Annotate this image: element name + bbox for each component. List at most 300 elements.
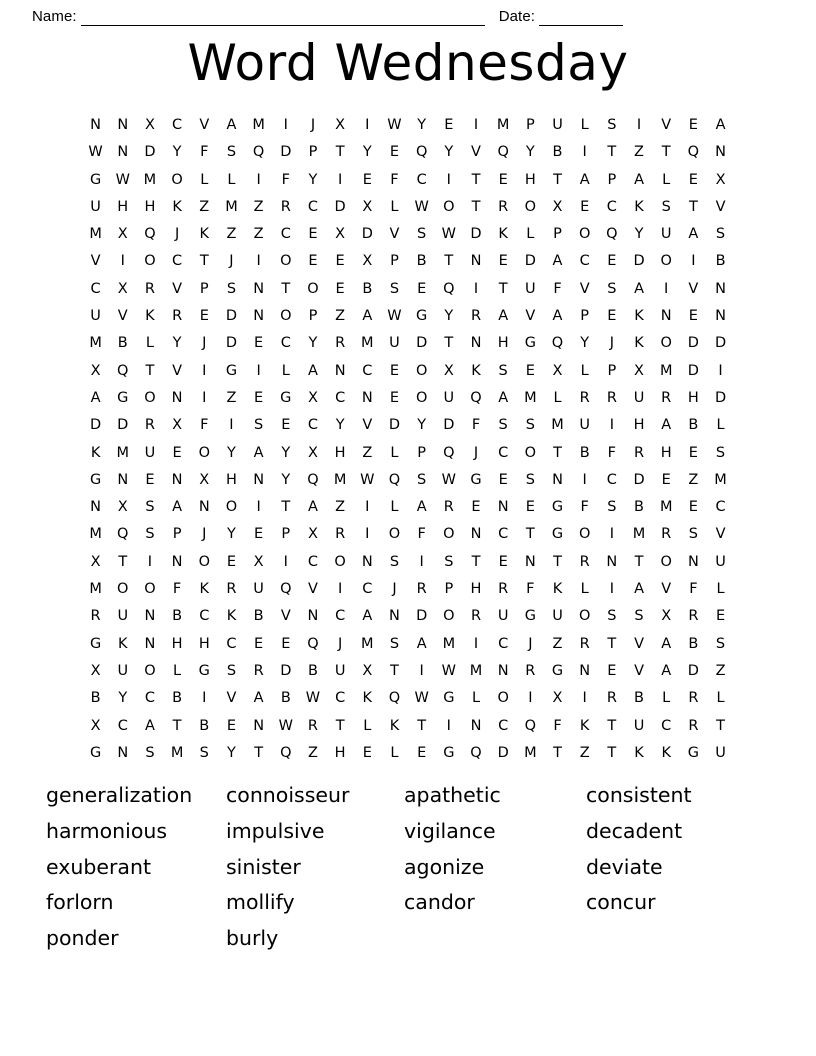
grid-cell[interactable]: A bbox=[253, 690, 264, 707]
grid-cell[interactable]: G bbox=[117, 389, 129, 406]
grid-cell[interactable]: E bbox=[498, 553, 508, 570]
grid-cell[interactable]: V bbox=[172, 362, 183, 379]
grid-cell[interactable]: O bbox=[280, 253, 292, 270]
grid-cell[interactable]: H bbox=[687, 389, 699, 406]
grid-cell[interactable]: J bbox=[310, 117, 316, 133]
grid-cell[interactable]: R bbox=[335, 526, 346, 543]
grid-cell[interactable]: O bbox=[117, 581, 129, 598]
grid-cell[interactable]: M bbox=[225, 198, 238, 215]
name-input-rule[interactable] bbox=[81, 12, 485, 26]
grid-cell[interactable]: E bbox=[661, 471, 671, 488]
grid-cell[interactable]: E bbox=[498, 171, 508, 188]
grid-cell[interactable]: F bbox=[607, 444, 617, 461]
grid-cell[interactable]: G bbox=[225, 362, 238, 379]
date-input-rule[interactable] bbox=[539, 12, 623, 26]
grid-cell[interactable]: Q bbox=[470, 744, 482, 761]
grid-cell[interactable]: A bbox=[308, 499, 318, 516]
word-list-item[interactable]: vigilance bbox=[404, 818, 496, 843]
grid-cell[interactable]: F bbox=[553, 280, 562, 297]
grid-cell[interactable]: T bbox=[688, 198, 698, 215]
grid-cell[interactable]: L bbox=[580, 581, 589, 598]
grid-cell[interactable]: Q bbox=[415, 144, 428, 161]
grid-cell[interactable]: D bbox=[687, 362, 699, 379]
grid-cell[interactable]: T bbox=[199, 253, 209, 270]
grid-cell[interactable]: I bbox=[664, 280, 669, 297]
grid-cell[interactable]: M bbox=[116, 444, 130, 461]
grid-cell[interactable]: N bbox=[715, 308, 726, 325]
grid-cell[interactable]: A bbox=[634, 171, 644, 188]
grid-cell[interactable]: E bbox=[145, 471, 155, 488]
grid-cell[interactable]: W bbox=[441, 226, 456, 243]
grid-cell[interactable]: P bbox=[607, 171, 617, 188]
grid-cell[interactable]: C bbox=[715, 499, 726, 516]
grid-cell[interactable]: O bbox=[578, 526, 591, 543]
grid-cell[interactable]: Q bbox=[388, 690, 401, 707]
grid-cell[interactable]: I bbox=[446, 717, 451, 734]
grid-cell[interactable]: S bbox=[715, 226, 726, 243]
grid-cell[interactable]: I bbox=[528, 690, 533, 707]
grid-cell[interactable]: X bbox=[307, 389, 318, 406]
grid-cell[interactable]: C bbox=[307, 553, 319, 570]
grid-cell[interactable]: E bbox=[417, 744, 427, 761]
grid-cell[interactable]: A bbox=[552, 308, 563, 325]
grid-cell[interactable]: B bbox=[90, 690, 101, 707]
word-list-item[interactable]: candor bbox=[404, 890, 475, 915]
grid-cell[interactable]: O bbox=[388, 526, 401, 543]
grid-cell[interactable]: V bbox=[199, 117, 210, 133]
grid-cell[interactable]: M bbox=[524, 389, 537, 406]
grid-cell[interactable]: D bbox=[443, 417, 455, 434]
grid-cell[interactable]: J bbox=[174, 226, 180, 243]
grid-cell[interactable]: K bbox=[118, 635, 128, 652]
grid-cell[interactable]: U bbox=[633, 389, 645, 406]
grid-cell[interactable]: B bbox=[634, 499, 644, 516]
grid-cell[interactable]: S bbox=[145, 526, 155, 543]
grid-cell[interactable]: O bbox=[578, 608, 591, 625]
grid-cell[interactable]: K bbox=[552, 581, 563, 598]
grid-cell[interactable]: O bbox=[497, 690, 509, 707]
grid-cell[interactable]: X bbox=[362, 662, 373, 679]
grid-cell[interactable]: A bbox=[416, 635, 427, 652]
grid-cell[interactable]: K bbox=[634, 335, 644, 352]
grid-cell[interactable]: B bbox=[280, 690, 291, 707]
grid-cell[interactable]: U bbox=[715, 744, 726, 761]
grid-cell[interactable]: N bbox=[470, 526, 482, 543]
grid-cell[interactable]: B bbox=[715, 253, 726, 270]
grid-cell[interactable]: E bbox=[688, 308, 698, 325]
grid-cell[interactable]: E bbox=[498, 471, 508, 488]
grid-cell[interactable]: A bbox=[226, 117, 237, 133]
grid-cell[interactable]: O bbox=[144, 581, 156, 598]
grid-cell[interactable]: T bbox=[634, 553, 644, 570]
grid-cell[interactable]: U bbox=[144, 444, 156, 461]
grid-cell[interactable]: R bbox=[633, 444, 645, 461]
grid-cell[interactable]: E bbox=[254, 526, 264, 543]
grid-cell[interactable]: A bbox=[308, 362, 318, 379]
grid-cell[interactable]: D bbox=[334, 198, 346, 215]
grid-cell[interactable]: R bbox=[307, 717, 318, 734]
grid-cell[interactable]: O bbox=[524, 444, 537, 461]
grid-cell[interactable]: E bbox=[688, 444, 698, 461]
grid-cell[interactable]: N bbox=[307, 608, 319, 625]
grid-cell[interactable]: C bbox=[172, 253, 183, 270]
grid-cell[interactable]: T bbox=[471, 553, 481, 570]
grid-cell[interactable]: Q bbox=[443, 444, 455, 461]
grid-cell[interactable]: T bbox=[607, 635, 617, 652]
grid-cell[interactable]: I bbox=[256, 362, 261, 379]
grid-cell[interactable]: O bbox=[198, 553, 210, 570]
grid-cell[interactable]: K bbox=[634, 198, 644, 215]
grid-cell[interactable]: A bbox=[634, 581, 644, 598]
grid-cell[interactable]: N bbox=[253, 308, 265, 325]
grid-cell[interactable]: B bbox=[199, 717, 210, 734]
grid-cell[interactable]: K bbox=[90, 444, 101, 461]
grid-cell[interactable]: I bbox=[365, 526, 370, 543]
grid-cell[interactable]: B bbox=[117, 335, 128, 352]
grid-cell[interactable]: Y bbox=[444, 308, 454, 325]
grid-cell[interactable]: I bbox=[718, 362, 723, 379]
grid-cell[interactable]: F bbox=[200, 144, 209, 161]
grid-cell[interactable]: S bbox=[254, 417, 264, 434]
grid-cell[interactable]: L bbox=[390, 198, 399, 215]
grid-cell[interactable]: J bbox=[392, 581, 397, 598]
grid-cell[interactable]: O bbox=[171, 171, 183, 188]
grid-cell[interactable]: D bbox=[225, 308, 238, 325]
grid-cell[interactable]: S bbox=[199, 744, 209, 761]
grid-cell[interactable]: S bbox=[661, 198, 671, 215]
grid-cell[interactable]: A bbox=[144, 717, 155, 734]
grid-cell[interactable]: W bbox=[360, 471, 375, 488]
grid-cell[interactable]: A bbox=[552, 253, 563, 270]
grid-cell[interactable]: C bbox=[199, 608, 210, 625]
grid-cell[interactable]: F bbox=[580, 499, 589, 516]
grid-cell[interactable]: E bbox=[525, 499, 535, 516]
grid-cell[interactable]: T bbox=[498, 280, 508, 297]
grid-cell[interactable]: H bbox=[497, 335, 509, 352]
grid-cell[interactable]: E bbox=[525, 362, 535, 379]
grid-cell[interactable]: A bbox=[688, 226, 699, 243]
word-list-item[interactable]: ponder bbox=[46, 926, 119, 951]
grid-cell[interactable]: Z bbox=[335, 308, 346, 325]
grid-cell[interactable]: F bbox=[390, 171, 399, 188]
grid-cell[interactable]: M bbox=[632, 526, 646, 543]
grid-cell[interactable]: A bbox=[634, 280, 644, 297]
grid-cell[interactable]: T bbox=[390, 662, 399, 679]
grid-cell[interactable]: U bbox=[90, 308, 101, 325]
grid-cell[interactable]: O bbox=[225, 499, 238, 516]
grid-cell[interactable]: N bbox=[171, 553, 183, 570]
grid-cell[interactable]: G bbox=[198, 662, 210, 679]
grid-cell[interactable]: S bbox=[444, 553, 454, 570]
grid-cell[interactable]: S bbox=[607, 499, 617, 516]
grid-cell[interactable]: R bbox=[579, 553, 590, 570]
grid-cell[interactable]: Q bbox=[307, 471, 319, 488]
grid-cell[interactable]: M bbox=[170, 744, 184, 761]
grid-cell[interactable]: L bbox=[662, 171, 671, 188]
grid-cell[interactable]: V bbox=[389, 226, 400, 243]
grid-cell[interactable]: T bbox=[607, 144, 617, 161]
grid-cell[interactable]: O bbox=[144, 389, 156, 406]
grid-cell[interactable]: F bbox=[471, 417, 481, 434]
grid-cell[interactable]: U bbox=[579, 417, 590, 434]
grid-cell[interactable]: F bbox=[553, 717, 562, 734]
grid-cell[interactable]: U bbox=[334, 662, 346, 679]
grid-cell[interactable]: I bbox=[337, 171, 343, 188]
grid-cell[interactable]: E bbox=[254, 635, 264, 652]
grid-cell[interactable]: M bbox=[496, 117, 510, 133]
grid-cell[interactable]: Q bbox=[687, 144, 700, 161]
grid-cell[interactable]: V bbox=[661, 581, 672, 598]
grid-cell[interactable]: N bbox=[90, 117, 102, 133]
grid-cell[interactable]: M bbox=[524, 744, 537, 761]
grid-cell[interactable]: U bbox=[497, 608, 509, 625]
grid-cell[interactable]: O bbox=[334, 553, 346, 570]
grid-cell[interactable]: S bbox=[417, 226, 427, 243]
grid-cell[interactable]: C bbox=[144, 690, 155, 707]
grid-cell[interactable]: L bbox=[363, 717, 372, 734]
grid-cell[interactable]: Z bbox=[335, 499, 346, 516]
grid-cell[interactable]: U bbox=[117, 662, 129, 679]
grid-cell[interactable]: R bbox=[606, 389, 617, 406]
grid-cell[interactable]: C bbox=[335, 389, 346, 406]
grid-cell[interactable]: G bbox=[551, 526, 564, 543]
grid-cell[interactable]: N bbox=[497, 662, 509, 679]
grid-cell[interactable]: Y bbox=[335, 417, 345, 434]
grid-cell[interactable]: T bbox=[254, 744, 264, 761]
grid-cell[interactable]: N bbox=[117, 144, 129, 161]
grid-cell[interactable]: T bbox=[281, 499, 291, 516]
grid-cell[interactable]: H bbox=[144, 198, 156, 215]
grid-cell[interactable]: A bbox=[498, 389, 509, 406]
grid-cell[interactable]: I bbox=[609, 417, 614, 434]
grid-cell[interactable]: T bbox=[118, 553, 128, 570]
grid-cell[interactable]: C bbox=[498, 526, 509, 543]
grid-cell[interactable]: X bbox=[90, 362, 101, 379]
grid-cell[interactable]: U bbox=[552, 608, 563, 625]
grid-cell[interactable]: E bbox=[226, 717, 237, 734]
grid-cell[interactable]: B bbox=[634, 690, 644, 707]
grid-cell[interactable]: B bbox=[688, 635, 699, 652]
grid-cell[interactable]: Y bbox=[417, 117, 427, 133]
grid-cell[interactable]: X bbox=[552, 198, 563, 215]
grid-cell[interactable]: Y bbox=[525, 144, 535, 161]
grid-cell[interactable]: R bbox=[144, 417, 155, 434]
grid-cell[interactable]: S bbox=[389, 635, 400, 652]
grid-cell[interactable]: I bbox=[256, 253, 261, 270]
grid-cell[interactable]: X bbox=[552, 690, 563, 707]
grid-cell[interactable]: L bbox=[580, 117, 589, 133]
grid-cell[interactable]: Q bbox=[280, 744, 292, 761]
grid-cell[interactable]: E bbox=[688, 117, 698, 133]
grid-cell[interactable]: Y bbox=[281, 444, 291, 461]
grid-cell[interactable]: H bbox=[633, 417, 645, 434]
grid-cell[interactable]: K bbox=[389, 717, 400, 734]
grid-cell[interactable]: N bbox=[715, 280, 726, 297]
grid-cell[interactable]: K bbox=[498, 226, 508, 243]
grid-cell[interactable]: V bbox=[715, 198, 726, 215]
grid-cell[interactable]: C bbox=[172, 117, 183, 133]
grid-cell[interactable]: W bbox=[387, 308, 402, 325]
grid-cell[interactable]: N bbox=[470, 717, 482, 734]
grid-cell[interactable]: I bbox=[446, 171, 451, 188]
grid-cell[interactable]: N bbox=[144, 635, 156, 652]
grid-cell[interactable]: V bbox=[715, 526, 726, 543]
grid-cell[interactable]: N bbox=[361, 553, 373, 570]
grid-cell[interactable]: J bbox=[202, 335, 207, 352]
grid-cell[interactable]: D bbox=[470, 226, 482, 243]
grid-cell[interactable]: N bbox=[117, 117, 129, 133]
grid-cell[interactable]: H bbox=[225, 471, 237, 488]
grid-cell[interactable]: H bbox=[660, 444, 672, 461]
grid-cell[interactable]: E bbox=[254, 389, 264, 406]
grid-cell[interactable]: B bbox=[253, 608, 264, 625]
grid-cell[interactable]: O bbox=[415, 362, 428, 379]
grid-cell[interactable]: M bbox=[551, 417, 564, 434]
grid-cell[interactable]: R bbox=[335, 335, 346, 352]
grid-cell[interactable]: R bbox=[443, 499, 454, 516]
grid-cell[interactable]: B bbox=[688, 417, 699, 434]
grid-cell[interactable]: D bbox=[280, 144, 292, 161]
grid-cell[interactable]: A bbox=[715, 117, 726, 133]
grid-cell[interactable]: L bbox=[227, 171, 236, 188]
grid-cell[interactable]: M bbox=[252, 117, 265, 133]
grid-cell[interactable]: D bbox=[524, 253, 536, 270]
grid-cell[interactable]: K bbox=[226, 608, 237, 625]
grid-cell[interactable]: D bbox=[388, 417, 401, 434]
grid-cell[interactable]: X bbox=[90, 553, 101, 570]
grid-cell[interactable]: E bbox=[417, 280, 427, 297]
grid-cell[interactable]: T bbox=[716, 717, 725, 734]
grid-cell[interactable]: D bbox=[687, 662, 699, 679]
grid-cell[interactable]: V bbox=[579, 280, 590, 297]
grid-cell[interactable]: E bbox=[281, 417, 291, 434]
grid-cell[interactable]: E bbox=[308, 226, 318, 243]
grid-cell[interactable]: V bbox=[226, 690, 237, 707]
grid-cell[interactable]: T bbox=[661, 144, 671, 161]
grid-cell[interactable]: M bbox=[89, 226, 102, 243]
grid-cell[interactable]: Q bbox=[443, 280, 455, 297]
grid-cell[interactable]: E bbox=[607, 253, 617, 270]
grid-cell[interactable]: Y bbox=[308, 335, 318, 352]
grid-cell[interactable]: N bbox=[579, 662, 591, 679]
grid-cell[interactable]: N bbox=[660, 308, 672, 325]
grid-cell[interactable]: U bbox=[253, 581, 264, 598]
word-list-item[interactable]: impulsive bbox=[226, 818, 325, 843]
grid-cell[interactable]: C bbox=[335, 608, 346, 625]
grid-cell[interactable]: V bbox=[362, 417, 373, 434]
grid-cell[interactable]: N bbox=[470, 253, 482, 270]
grid-cell[interactable]: C bbox=[416, 171, 427, 188]
grid-cell[interactable]: A bbox=[253, 444, 264, 461]
grid-cell[interactable]: L bbox=[200, 171, 209, 188]
grid-cell[interactable]: V bbox=[688, 280, 699, 297]
grid-cell[interactable]: G bbox=[89, 744, 102, 761]
grid-cell[interactable]: R bbox=[498, 581, 509, 598]
grid-cell[interactable]: E bbox=[389, 144, 400, 161]
grid-cell[interactable]: C bbox=[90, 280, 101, 297]
grid-cell[interactable]: U bbox=[90, 198, 101, 215]
grid-cell[interactable]: R bbox=[688, 608, 699, 625]
grid-cell[interactable]: O bbox=[524, 198, 537, 215]
grid-cell[interactable]: I bbox=[256, 171, 261, 188]
word-list-item[interactable]: burly bbox=[226, 926, 279, 951]
word-list-item[interactable]: forlorn bbox=[46, 890, 114, 915]
grid-cell[interactable]: Z bbox=[307, 744, 318, 761]
grid-cell[interactable]: E bbox=[254, 335, 264, 352]
grid-cell[interactable]: L bbox=[471, 690, 481, 707]
grid-cell[interactable]: E bbox=[389, 389, 400, 406]
grid-cell[interactable]: A bbox=[661, 635, 672, 652]
grid-cell[interactable]: E bbox=[199, 308, 209, 325]
grid-cell[interactable]: H bbox=[470, 581, 482, 598]
grid-cell[interactable]: Q bbox=[252, 144, 265, 161]
grid-cell[interactable]: I bbox=[147, 553, 153, 570]
grid-cell[interactable]: P bbox=[607, 362, 617, 379]
grid-cell[interactable]: L bbox=[526, 226, 535, 243]
grid-cell[interactable]: Z bbox=[226, 389, 237, 406]
grid-cell[interactable]: X bbox=[362, 253, 373, 270]
grid-cell[interactable]: Q bbox=[470, 389, 482, 406]
grid-cell[interactable]: E bbox=[281, 635, 291, 652]
word-list-item[interactable]: agonize bbox=[404, 854, 485, 879]
grid-cell[interactable]: L bbox=[173, 662, 182, 679]
grid-cell[interactable]: L bbox=[716, 581, 725, 598]
grid-cell[interactable]: N bbox=[117, 471, 129, 488]
grid-cell[interactable]: I bbox=[609, 581, 614, 598]
grid-cell[interactable]: T bbox=[281, 280, 291, 297]
grid-cell[interactable]: W bbox=[441, 471, 456, 488]
grid-cell[interactable]: M bbox=[469, 662, 483, 679]
grid-cell[interactable]: G bbox=[89, 471, 102, 488]
grid-cell[interactable]: E bbox=[308, 253, 318, 270]
grid-cell[interactable]: I bbox=[636, 117, 642, 133]
grid-cell[interactable]: I bbox=[582, 144, 587, 161]
grid-cell[interactable]: I bbox=[256, 499, 261, 516]
grid-cell[interactable]: Y bbox=[172, 144, 182, 161]
grid-cell[interactable]: Y bbox=[417, 417, 427, 434]
grid-cell[interactable]: L bbox=[390, 499, 399, 516]
grid-cell[interactable]: K bbox=[199, 226, 210, 243]
grid-cell[interactable]: M bbox=[89, 581, 102, 598]
grid-cell[interactable]: E bbox=[715, 608, 726, 625]
grid-cell[interactable]: A bbox=[416, 499, 427, 516]
grid-cell[interactable]: E bbox=[580, 198, 590, 215]
grid-cell[interactable]: S bbox=[607, 117, 617, 133]
grid-cell[interactable]: M bbox=[361, 335, 374, 352]
grid-cell[interactable]: P bbox=[172, 526, 182, 543]
grid-cell[interactable]: G bbox=[280, 389, 292, 406]
grid-cell[interactable]: C bbox=[606, 198, 617, 215]
grid-cell[interactable]: N bbox=[253, 717, 265, 734]
grid-cell[interactable]: D bbox=[416, 608, 428, 625]
grid-cell[interactable]: A bbox=[579, 171, 590, 188]
grid-cell[interactable]: J bbox=[473, 444, 479, 461]
grid-cell[interactable]: X bbox=[172, 417, 183, 434]
grid-cell[interactable]: C bbox=[226, 635, 237, 652]
grid-cell[interactable]: C bbox=[606, 471, 617, 488]
grid-cell[interactable]: T bbox=[553, 444, 562, 461]
grid-cell[interactable]: H bbox=[171, 635, 183, 652]
grid-cell[interactable]: Y bbox=[308, 171, 318, 188]
grid-cell[interactable]: S bbox=[145, 499, 155, 516]
grid-cell[interactable]: C bbox=[307, 198, 319, 215]
grid-cell[interactable]: E bbox=[607, 308, 617, 325]
grid-cell[interactable]: Q bbox=[117, 526, 129, 543]
grid-cell[interactable]: I bbox=[691, 253, 696, 270]
grid-cell[interactable]: S bbox=[389, 553, 400, 570]
grid-cell[interactable]: X bbox=[90, 717, 101, 734]
grid-cell[interactable]: P bbox=[444, 581, 454, 598]
